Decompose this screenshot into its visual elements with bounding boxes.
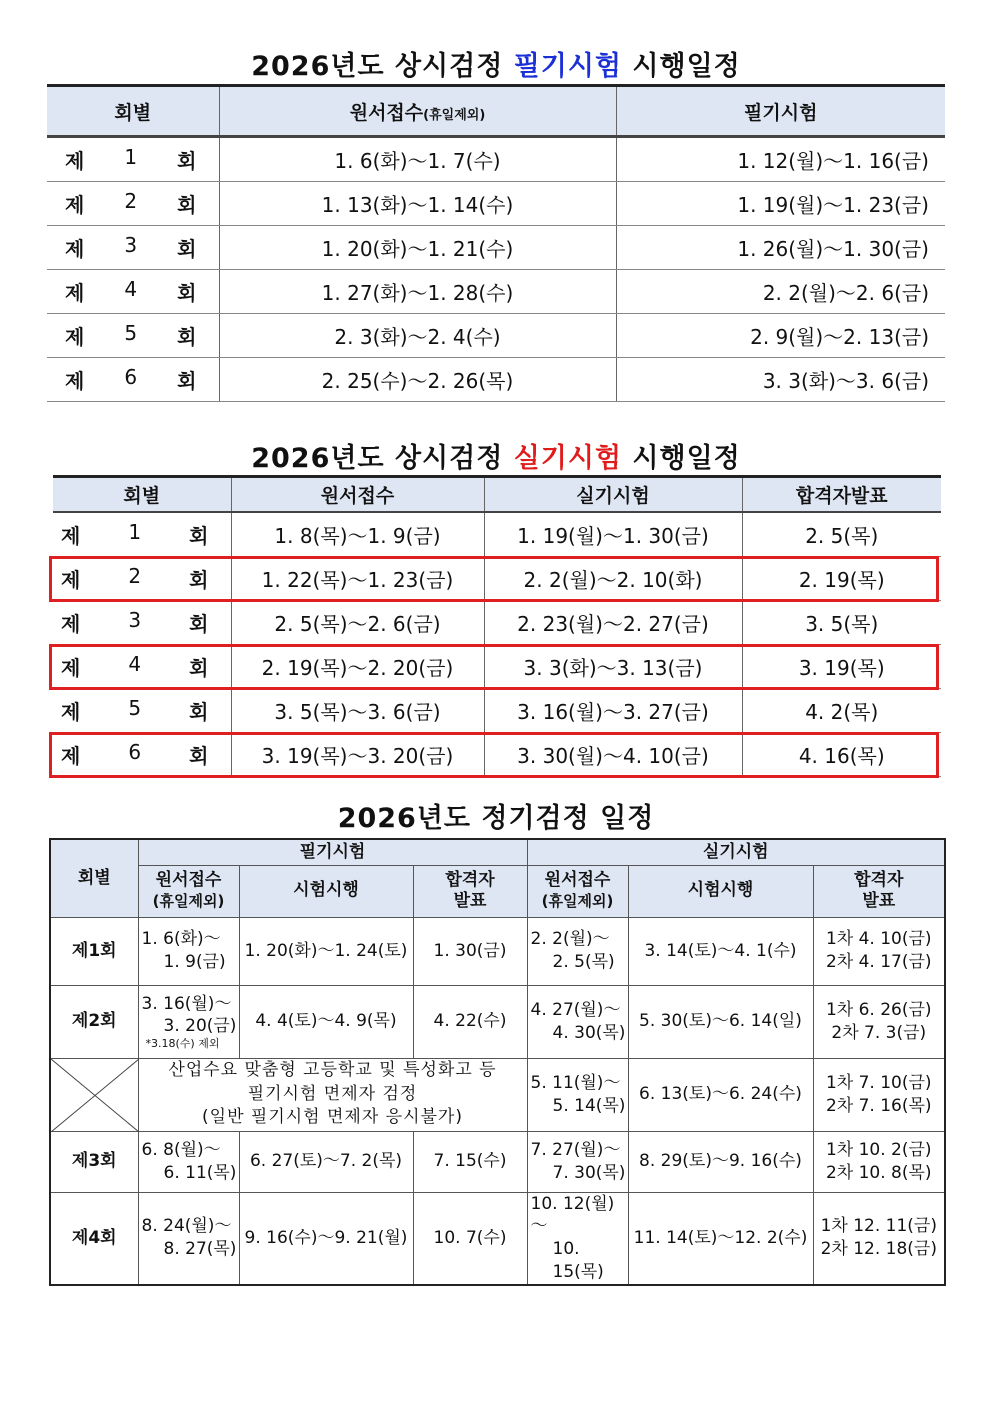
title-written-schedule bbox=[0, 44, 992, 83]
header-result-l1: 합격자 bbox=[445, 869, 495, 890]
w-result-cell: 1. 30(금) bbox=[413, 917, 527, 985]
round-cell bbox=[53, 733, 231, 777]
table-row bbox=[47, 137, 945, 182]
round-cell bbox=[53, 645, 231, 689]
round-num: 2 bbox=[124, 189, 138, 213]
round-cell: 제4회 bbox=[50, 1192, 138, 1285]
header-w-apply bbox=[138, 865, 239, 917]
round-post: 회 bbox=[189, 568, 209, 592]
w-result-cell: 4. 22(수) bbox=[413, 985, 527, 1058]
result-cell: 4. 16(목) bbox=[742, 733, 941, 777]
date-line: 6. 8(월)～ bbox=[141, 1139, 221, 1160]
round-label bbox=[53, 696, 231, 725]
header-round: 회별 bbox=[53, 477, 231, 513]
p-exam-cell: 11. 14(토)～12. 2(수) bbox=[628, 1192, 813, 1285]
exam-cell: 2. 2(월)～2. 10(화) bbox=[484, 557, 742, 601]
date-line: 10. 15(목) bbox=[552, 1239, 604, 1283]
round-post: 회 bbox=[189, 612, 209, 636]
round-cell bbox=[53, 689, 231, 733]
round-post: 회 bbox=[177, 193, 197, 217]
result-cell: 2. 5(목) bbox=[742, 512, 941, 557]
exclusion-note: *3.18(수) 제외 bbox=[145, 1037, 220, 1051]
round-label bbox=[53, 564, 231, 593]
date-line: 6. 11(목) bbox=[163, 1162, 237, 1183]
p-result-cell bbox=[813, 1058, 945, 1131]
result-cell: 3. 19(목) bbox=[742, 645, 941, 689]
round-label bbox=[53, 520, 231, 549]
round-label bbox=[47, 365, 219, 394]
exam-cell: 3. 3(화)～3. 6(금) bbox=[616, 358, 945, 402]
header-exam: 실기시험 bbox=[484, 477, 742, 513]
table-subheader-row bbox=[50, 865, 945, 917]
round-label bbox=[47, 189, 219, 218]
practical-exam-table bbox=[53, 475, 941, 777]
date-line: 8. 27(목) bbox=[163, 1239, 237, 1260]
result-cell: 2. 19(목) bbox=[742, 557, 941, 601]
header-round: 회별 bbox=[50, 839, 138, 917]
round-pre: 제 bbox=[65, 325, 85, 349]
round-num: 3 bbox=[128, 608, 142, 632]
p-apply-cell bbox=[527, 1192, 628, 1285]
exam-cell: 1. 12(월)～1. 16(금) bbox=[616, 137, 945, 182]
table-row bbox=[47, 182, 945, 226]
round-cell: 제3회 bbox=[50, 1131, 138, 1192]
regular-exam-table bbox=[49, 838, 946, 1286]
result-line: 2차 4. 17(금) bbox=[825, 952, 932, 972]
round-post: 회 bbox=[177, 149, 197, 173]
round-label bbox=[53, 608, 231, 637]
w-apply-cell bbox=[138, 1192, 239, 1285]
result-cell: 3. 5(목) bbox=[742, 601, 941, 645]
apply-cell: 1. 8(목)～1. 9(금) bbox=[231, 512, 484, 557]
date-line: 3. 16(월)～ bbox=[141, 993, 232, 1014]
p-apply-cell bbox=[527, 1058, 628, 1131]
round-cell bbox=[47, 137, 219, 182]
p-apply-cell bbox=[527, 917, 628, 985]
round-pre: 제 bbox=[61, 612, 81, 636]
round-label bbox=[47, 277, 219, 306]
table-row bbox=[53, 512, 941, 557]
exam-cell: 3. 30(월)～4. 10(금) bbox=[484, 733, 742, 777]
table-row bbox=[50, 1192, 945, 1285]
exam-cell: 1. 19(월)～1. 30(금) bbox=[484, 512, 742, 557]
w-exam-cell: 9. 16(수)～9. 21(월) bbox=[239, 1192, 413, 1285]
w-exam-cell: 4. 4(토)～4. 9(목) bbox=[239, 985, 413, 1058]
header-apply-note: (휴일제외) bbox=[541, 892, 614, 910]
round-pre: 제 bbox=[65, 237, 85, 261]
table-row bbox=[53, 557, 941, 601]
round-pre: 제 bbox=[61, 656, 81, 680]
date-line: 2. 5(목) bbox=[552, 952, 615, 972]
header-p-exam: 시험시행 bbox=[628, 865, 813, 917]
round-num: 6 bbox=[124, 365, 138, 389]
w-result-cell: 7. 15(수) bbox=[413, 1131, 527, 1192]
round-label bbox=[47, 145, 219, 174]
round-num: 1 bbox=[124, 145, 138, 169]
title-highlight: 실기시험 bbox=[513, 443, 623, 474]
exam-cell: 2. 2(월)～2. 6(금) bbox=[616, 270, 945, 314]
round-pre: 제 bbox=[65, 281, 85, 305]
header-p-result bbox=[813, 865, 945, 917]
result-line: 2차 7. 3(금) bbox=[831, 1022, 927, 1043]
date-line: 3. 20(금) bbox=[163, 1016, 237, 1037]
date-line: 1. 6(화)～ bbox=[141, 929, 221, 950]
header-apply-label: 원서접수 bbox=[349, 101, 424, 124]
date-line: 4. 30(목) bbox=[552, 1022, 626, 1043]
round-pre: 제 bbox=[61, 568, 81, 592]
round-num: 2 bbox=[128, 564, 142, 588]
round-cell bbox=[47, 358, 219, 402]
table-header-row bbox=[50, 839, 945, 865]
title-suffix: 시행일정 bbox=[622, 51, 741, 82]
p-exam-cell: 5. 30(토)～6. 14(일) bbox=[628, 985, 813, 1058]
apply-cell: 2. 19(목)～2. 20(금) bbox=[231, 645, 484, 689]
w-result-cell: 10. 7(수) bbox=[413, 1192, 527, 1285]
notice-line: 필기시험 면제자 검정 bbox=[247, 1083, 418, 1104]
round-label bbox=[47, 233, 219, 262]
exemption-notice-cell bbox=[138, 1058, 527, 1131]
title-prefix: 2026년도 상시검정 bbox=[251, 443, 514, 474]
result-line: 1차 6. 26(금) bbox=[825, 999, 932, 1020]
round-num: 5 bbox=[124, 321, 138, 345]
round-cell bbox=[53, 512, 231, 557]
exam-cell: 1. 19(월)～1. 23(금) bbox=[616, 182, 945, 226]
result-line: 1차 7. 10(금) bbox=[825, 1072, 932, 1093]
header-written: 필기시험 bbox=[138, 839, 527, 865]
table-row-special bbox=[50, 1058, 945, 1131]
round-cell: 제2회 bbox=[50, 985, 138, 1058]
header-w-exam: 시험시행 bbox=[239, 865, 413, 917]
table-row bbox=[47, 270, 945, 314]
w-exam-cell: 6. 27(토)～7. 2(목) bbox=[239, 1131, 413, 1192]
table-row bbox=[47, 314, 945, 358]
apply-cell: 1. 20(화)～1. 21(수) bbox=[219, 226, 616, 270]
round-pre: 제 bbox=[65, 149, 85, 173]
header-result-l2: 발표 bbox=[862, 891, 896, 911]
date-line: 10. 12(월)～ bbox=[530, 1193, 615, 1237]
table-row bbox=[53, 733, 941, 777]
exam-cell: 2. 23(월)～2. 27(금) bbox=[484, 601, 742, 645]
apply-cell: 1. 6(화)～1. 7(수) bbox=[219, 137, 616, 182]
round-post: 회 bbox=[189, 700, 209, 724]
round-pre: 제 bbox=[61, 524, 81, 548]
date-line: 4. 27(월)～ bbox=[530, 999, 621, 1020]
round-pre: 제 bbox=[61, 744, 81, 768]
title-regular-schedule: 2026년도 정기검정 일정 bbox=[337, 803, 655, 834]
exam-cell: 2. 9(월)～2. 13(금) bbox=[616, 314, 945, 358]
header-apply: 원서접수 bbox=[231, 477, 484, 513]
w-apply-cell bbox=[138, 917, 239, 985]
exam-cell: 1. 26(월)～1. 30(금) bbox=[616, 226, 945, 270]
round-post: 회 bbox=[177, 369, 197, 393]
p-result-cell bbox=[813, 1131, 945, 1192]
table-row bbox=[53, 645, 941, 689]
p-exam-cell: 6. 13(토)～6. 24(수) bbox=[628, 1058, 813, 1131]
round-post: 회 bbox=[189, 744, 209, 768]
table-header-row bbox=[47, 86, 945, 137]
result-line: 1차 4. 10(금) bbox=[825, 929, 932, 950]
header-result-l2: 발표 bbox=[453, 891, 487, 911]
w-exam-cell: 1. 20(화)～1. 24(토) bbox=[239, 917, 413, 985]
notice-line: 산업수요 맞춤형 고등학교 및 특성화고 등 bbox=[168, 1059, 497, 1080]
date-line: 7. 30(목) bbox=[552, 1162, 626, 1183]
table-row bbox=[47, 358, 945, 402]
w-apply-cell bbox=[138, 985, 239, 1058]
round-post: 회 bbox=[189, 524, 209, 548]
apply-cell: 3. 19(목)～3. 20(금) bbox=[231, 733, 484, 777]
header-apply-note: (휴일제외) bbox=[423, 107, 486, 123]
round-num: 6 bbox=[128, 740, 142, 764]
title-highlight: 필기시험 bbox=[513, 51, 623, 82]
round-pre: 제 bbox=[61, 700, 81, 724]
header-practical: 실기시험 bbox=[527, 839, 945, 865]
p-apply-cell bbox=[527, 985, 628, 1058]
exam-cell: 3. 3(화)～3. 13(금) bbox=[484, 645, 742, 689]
exam-cell: 3. 16(월)～3. 27(금) bbox=[484, 689, 742, 733]
header-apply bbox=[219, 86, 616, 137]
table-row bbox=[47, 226, 945, 270]
round-label bbox=[53, 740, 231, 769]
result-line: 2차 12. 18(금) bbox=[820, 1239, 937, 1260]
title-practical-schedule bbox=[0, 436, 992, 475]
result-line: 1차 10. 2(금) bbox=[825, 1139, 932, 1160]
round-cell bbox=[47, 226, 219, 270]
round-num: 1 bbox=[128, 520, 142, 544]
result-line: 2차 7. 16(목) bbox=[825, 1095, 932, 1116]
round-cell bbox=[47, 270, 219, 314]
written-exam-table bbox=[47, 84, 945, 402]
p-result-cell bbox=[813, 985, 945, 1058]
round-pre: 제 bbox=[65, 193, 85, 217]
table-row bbox=[50, 985, 945, 1058]
date-line: 2. 2(월)～ bbox=[530, 929, 610, 950]
round-pre: 제 bbox=[65, 369, 85, 393]
p-result-cell bbox=[813, 917, 945, 985]
apply-cell: 2. 5(목)～2. 6(금) bbox=[231, 601, 484, 645]
table-row bbox=[53, 601, 941, 645]
crossed-out-cell bbox=[50, 1058, 138, 1131]
date-line: 1. 9(금) bbox=[163, 952, 226, 972]
round-cell bbox=[53, 601, 231, 645]
result-line: 2차 10. 8(목) bbox=[825, 1162, 932, 1183]
header-apply-label: 원서접수 bbox=[155, 869, 222, 890]
date-line: 7. 27(월)～ bbox=[530, 1139, 621, 1160]
apply-cell: 1. 22(목)～1. 23(금) bbox=[231, 557, 484, 601]
table-header-row bbox=[53, 477, 941, 513]
round-label bbox=[47, 321, 219, 350]
apply-cell: 2. 25(수)～2. 26(목) bbox=[219, 358, 616, 402]
round-post: 회 bbox=[177, 237, 197, 261]
round-num: 5 bbox=[128, 696, 142, 720]
table-row bbox=[53, 689, 941, 733]
header-apply-label: 원서접수 bbox=[544, 869, 611, 890]
header-w-result bbox=[413, 865, 527, 917]
p-exam-cell: 8. 29(토)～9. 16(수) bbox=[628, 1131, 813, 1192]
round-cell: 제1회 bbox=[50, 917, 138, 985]
apply-cell: 1. 13(화)～1. 14(수) bbox=[219, 182, 616, 226]
header-p-apply bbox=[527, 865, 628, 917]
table-row bbox=[50, 1131, 945, 1192]
header-result-l1: 합격자 bbox=[854, 869, 904, 890]
header-result: 합격자발표 bbox=[742, 477, 941, 513]
round-post: 회 bbox=[177, 325, 197, 349]
round-num: 3 bbox=[124, 233, 138, 257]
round-post: 회 bbox=[177, 281, 197, 305]
header-apply-note: (휴일제외) bbox=[152, 892, 225, 910]
table-row bbox=[50, 917, 945, 985]
apply-cell: 1. 27(화)～1. 28(수) bbox=[219, 270, 616, 314]
p-result-cell bbox=[813, 1192, 945, 1285]
p-apply-cell bbox=[527, 1131, 628, 1192]
notice-line: (일반 필기시험 면제자 응시불가) bbox=[202, 1107, 463, 1128]
round-num: 4 bbox=[128, 652, 142, 676]
w-apply-cell bbox=[138, 1131, 239, 1192]
apply-cell: 3. 5(목)～3. 6(금) bbox=[231, 689, 484, 733]
result-line: 1차 12. 11(금) bbox=[820, 1216, 937, 1237]
round-cell bbox=[47, 314, 219, 358]
round-num: 4 bbox=[124, 277, 138, 301]
apply-cell: 2. 3(화)～2. 4(수) bbox=[219, 314, 616, 358]
title-suffix: 시행일정 bbox=[622, 443, 741, 474]
result-cell: 4. 2(목) bbox=[742, 689, 941, 733]
header-round: 회별 bbox=[47, 86, 219, 137]
p-exam-cell: 3. 14(토)～4. 1(수) bbox=[628, 917, 813, 985]
date-line: 5. 14(목) bbox=[552, 1095, 626, 1116]
date-line: 5. 11(월)～ bbox=[530, 1072, 621, 1093]
round-cell bbox=[47, 182, 219, 226]
round-post: 회 bbox=[189, 656, 209, 680]
header-exam: 필기시험 bbox=[616, 86, 945, 137]
round-label bbox=[53, 652, 231, 681]
round-cell bbox=[53, 557, 231, 601]
cross-mark bbox=[51, 1059, 139, 1132]
title-prefix: 2026년도 상시검정 bbox=[251, 51, 514, 82]
date-line: 8. 24(월)～ bbox=[141, 1216, 232, 1237]
